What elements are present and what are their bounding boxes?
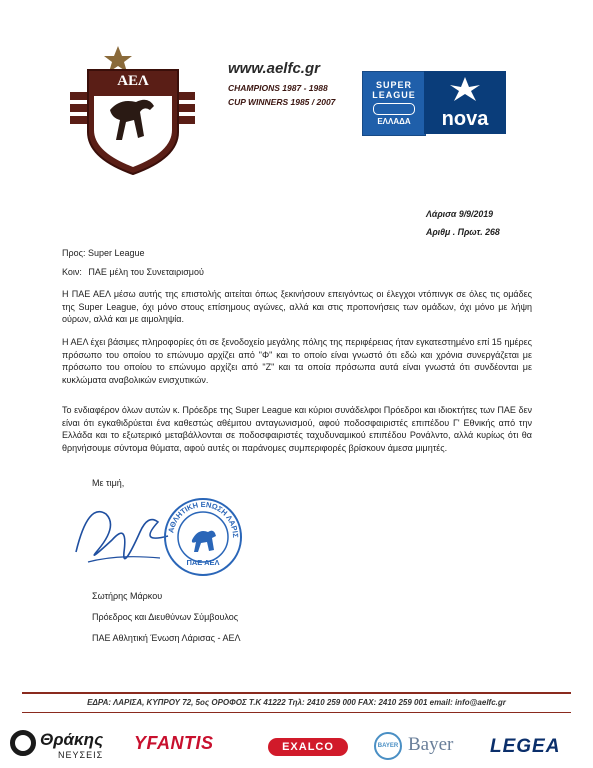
protocol-number: Αριθμ . Πρωτ. 268 bbox=[426, 227, 500, 237]
stamp-bottom-text: ΠΑΕ ΑΕΛ bbox=[186, 558, 220, 567]
paragraph-1: Η ΠΑΕ ΑΕΛ μέσω αυτής της επιστολής αιτείται όπως ξεκινήσουν επειγόντως οι έλεγχοι ντόπινγκ σε όλες τις ομάδες της Super League, όχι μόνο στους επίσημους αγώνες, αλλά και στις προπονήσεις των ομάδων, όχι μόνο με λήψη ούρων, αλλά και με αιμοληψία. bbox=[62, 289, 532, 325]
sponsor-thrakis-name: Θράκης bbox=[40, 730, 104, 749]
to-value: Super League bbox=[87, 248, 145, 258]
club-crest-graphic bbox=[70, 40, 195, 178]
cc-value: ΠΑΕ μέλη του Συνεταιρισμού bbox=[88, 267, 204, 277]
football-pitch-icon bbox=[373, 103, 415, 115]
league-logo-line-2: LEAGUE bbox=[372, 90, 416, 100]
sponsor-exalco-name: EXALCO bbox=[282, 741, 334, 753]
thrakis-dots-icon bbox=[10, 730, 36, 756]
letter-date: Λάρισα 9/9/2019 bbox=[426, 209, 494, 219]
crest-initials: ΑΕΛ bbox=[117, 73, 149, 89]
super-league-logo bbox=[362, 71, 426, 136]
bayer-cross-logo bbox=[374, 732, 402, 760]
cc-line bbox=[62, 267, 204, 277]
paragraph-3: Το ενδιαφέρον όλων αυτών κ. Πρόεδρε της Super League και κύριοι συνάδελφοι Πρόεδροι και ιδιοκτήτες των ΠΑΕ δεν είναι ότι εγκαθιδρύεται ένα καθεστώς αθέμιτου ανταγωνισμού, αφού ποδοσφαιριστές επιπέδου Γ' Εθνικής από την Ελλάδα και το εξωτερικό μεταβάλλονται σε ποδοσφαιριστές ταχυδυναμικού επιπέδου Ρονάλντο, αλλά κυρίως ότι θα θρηνήσουμε σύντομα θύματα, αφού αυτές οι παράνομες συμπεριφορές βρίσκουν άμεσα μιμητές. bbox=[62, 405, 532, 453]
closing: Με τιμή, bbox=[92, 478, 125, 488]
recipient-line bbox=[62, 248, 145, 258]
sponsor-bayer-name: Bayer bbox=[408, 734, 454, 755]
star-icon bbox=[104, 46, 132, 72]
stamp-horse-icon bbox=[192, 531, 216, 552]
signatory-title: Πρόεδρος και Διευθύνων Σύμβουλος bbox=[92, 612, 239, 622]
sponsor-bayer bbox=[374, 730, 474, 764]
to-label: Προς: bbox=[62, 248, 86, 258]
footer-rule-top bbox=[22, 692, 571, 694]
honour-champions: CHAMPIONS 1987 - 1988 bbox=[228, 83, 328, 93]
league-logo-line-3: ΕΛΛΑΔΑ bbox=[377, 117, 411, 126]
club-crest bbox=[70, 40, 195, 178]
website-url[interactable]: www.aelfc.gr bbox=[228, 60, 320, 77]
sponsor-thrakis bbox=[10, 722, 118, 762]
signatory-org: ΠΑΕ Αθλητική Ένωση Λάρισας - ΑΕΛ bbox=[92, 633, 241, 643]
nova-logo bbox=[424, 71, 506, 134]
paragraph-2: Η ΑΕΛ έχει βάσιμες πληροφορίες ότι σε ξενοδοχείο μεγάλης πόλης της περιφέρειας ήταν εγκατεστημένο επί 15 ημέρες πρόσωπο του οποίου το επώνυμο αρχίζει από "Φ" και το οποίο είναι γνωστό ότι εδώ και χρόνια συνεργάζεται με πρόσωπο του οποίου το επώνυμο αρχίζει από "Ζ" και τα οποία πρόσωπα αυτά είναι γνωστά ότι συνδέονται με κυκλώματα αναβολικών ενισχυτικών. bbox=[62, 337, 532, 385]
bayer-cross-text: BAYER bbox=[377, 743, 399, 749]
league-logo-line-1: SUPER bbox=[375, 80, 412, 90]
sponsor-thrakis-sub: ΝΕΥΣΕΙΣ bbox=[58, 750, 104, 760]
cc-label: Κοιν: bbox=[62, 267, 82, 277]
sponsor-exalco bbox=[268, 738, 348, 756]
nova-star-icon bbox=[424, 71, 506, 107]
footer-address: ΕΔΡΑ: ΛΑΡΙΣΑ, ΚΥΠΡΟΥ 72, 5ος ΟΡΟΦΟΣ Τ.Κ 41222 Τηλ: 2410 259 000 FAX: 2410 259 001 email: info@aelfc.gr bbox=[87, 698, 506, 707]
club-stamp bbox=[162, 496, 244, 578]
stamp-ring-text: ΑΘΛΗΤΙΚΗ ΕΝΩΣΗ ΛΑΡΙΣ bbox=[166, 499, 241, 538]
nova-wordmark: nova bbox=[441, 108, 489, 130]
honour-cup-winners: CUP WINNERS 1985 / 2007 bbox=[228, 97, 336, 107]
sponsor-legea: LEGEA bbox=[490, 736, 561, 757]
signatory-name: Σωτήρης Μάρκου bbox=[92, 591, 163, 601]
footer-rule-bottom bbox=[22, 712, 571, 713]
sponsor-yfantis: YFANTIS bbox=[134, 733, 214, 753]
